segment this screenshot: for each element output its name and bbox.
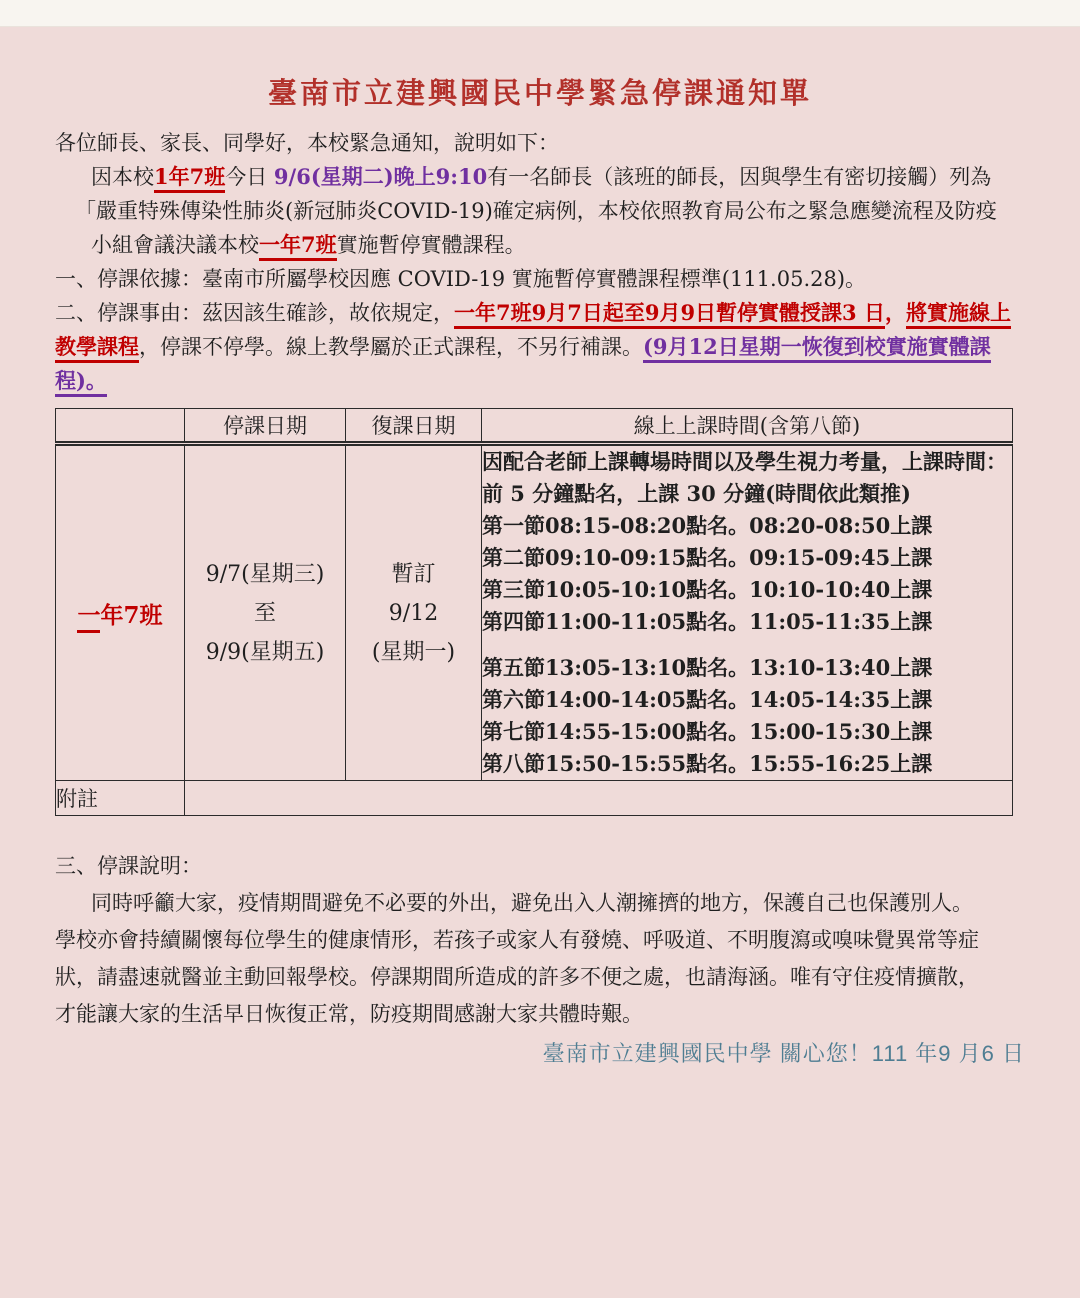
schedule-period-line: 第二節09:10-09:15點名。09:15-09:45上課 xyxy=(482,545,933,570)
note-value-cell xyxy=(185,781,1013,816)
text-segment: 一年7班9月7日起至9月9日暫停實體授課3 日 xyxy=(454,300,885,329)
header-class xyxy=(56,409,185,444)
item2-cause-line-3 xyxy=(55,364,1025,398)
item3-line-2: 學校亦會持續關懷每位學生的健康情形，若孩子或家人有發燒、呼吸道、不明腹瀉或嗅味覺異常等症 xyxy=(55,928,979,952)
table-body xyxy=(56,444,1013,816)
text-segment: 因本校 xyxy=(91,165,154,189)
table-header xyxy=(56,409,1013,444)
schedule-period-line: 第四節11:00-11:05點名。11:05-11:35上課 xyxy=(482,609,933,634)
resume-date-line: 暫訂 xyxy=(391,561,436,587)
header-online-class-time: 線上上課時間(含第八節) xyxy=(482,409,1013,444)
text-segment: 將實施線上 xyxy=(906,300,1011,329)
table-row xyxy=(56,444,1013,781)
text-segment: 小組會議決議本校 xyxy=(91,233,259,257)
page-title: 臺南市立建興國民中學緊急停課通知單 xyxy=(267,76,812,110)
resume-date-cell xyxy=(346,444,482,781)
text-segment: 教學課程 xyxy=(55,334,139,363)
text-segment: 年7班 xyxy=(100,601,163,629)
table-header-row xyxy=(56,409,1013,444)
text-segment: ，停課不停學。線上教學屬於正式課程，不另行補課。 xyxy=(139,335,643,359)
text-segment: 1年7班 xyxy=(154,164,225,193)
text-segment: 「嚴重特殊傳染性肺炎(新冠肺炎COVID-19)確定病例，本校依照教育局公布之緊急應變流程及防疫 xyxy=(75,199,997,223)
text-segment: 二、停課事由：茲因該生確診，故依規定， xyxy=(55,301,454,325)
schedule-period-line: 第六節14:00-14:05點名。14:05-14:35上課 xyxy=(482,687,933,712)
notice-page xyxy=(0,27,1080,1068)
schedule-gap xyxy=(482,638,1012,652)
text-segment: (9月12日星期一恢復到校實施實體課 xyxy=(643,334,991,363)
schedule-period-line: 第三節10:05-10:10點名。10:10-10:40上課 xyxy=(482,577,933,602)
text-segment: 今日 xyxy=(225,165,274,189)
stop-date-line: 9/9(星期五) xyxy=(205,639,325,665)
online-schedule-cell xyxy=(482,444,1013,781)
text-segment: 一、停課依據：臺南市所屬學校因應 COVID-19 實施暫停實體課程標準(111.05.28)。 xyxy=(55,267,867,291)
text-segment: 一 xyxy=(77,602,100,633)
item2-cause-line-1 xyxy=(55,296,1025,330)
reason-line-3 xyxy=(55,228,1025,262)
schedule-afternoon-periods xyxy=(482,652,1012,780)
header-stop-date: 停課日期 xyxy=(185,409,346,444)
suspension-schedule-table xyxy=(55,408,1013,816)
item3-line-3: 狀，請盡速就醫並主動回報學校。停課期間所造成的許多不便之處，也請海涵。唯有守住疫情擴散， xyxy=(55,965,979,989)
item2-cause-line-2 xyxy=(55,330,1025,364)
resume-date-line: (星期一) xyxy=(371,639,456,665)
item3-line-1: 同時呼籲大家，疫情期間避免不必要的外出，避免出入人潮擁擠的地方，保護自己也保護別人。 xyxy=(91,891,973,915)
class-name-cell xyxy=(56,444,185,781)
stop-date-line: 至 xyxy=(253,600,276,626)
schedule-period-line: 第五節13:05-13:10點名。13:10-13:40上課 xyxy=(482,655,933,680)
schedule-intro-text: 因配合老師上課轉場時間以及學生視力考量，上課時間：前 5 分鐘點名，上課 30 分鐘(時間依此類推) xyxy=(482,449,1007,506)
stop-date-cell xyxy=(185,444,346,781)
text-segment: 程)。 xyxy=(55,368,107,397)
schedule-period-line: 第七節14:55-15:00點名。15:00-15:30上課 xyxy=(482,719,933,744)
text-segment: 各位師長、家長、同學好，本校緊急通知，說明如下： xyxy=(55,131,559,155)
text-segment: 9/6(星期二)晚上9:10 xyxy=(273,164,488,189)
item3-line-4: 才能讓大家的生活早日恢復正常，防疫期間感謝大家共體時艱。 xyxy=(55,1002,643,1026)
reason-line-1 xyxy=(55,160,1025,194)
text-segment: ， xyxy=(884,300,906,325)
schedule-morning-periods xyxy=(482,510,1012,638)
note-row xyxy=(56,781,1013,816)
signature-line: 臺南市立建興國民中學 關心您！111 年9 月6 日 xyxy=(542,1041,1025,1066)
text-segment: 實施暫停實體課程。 xyxy=(336,233,526,257)
header-resume-date: 復課日期 xyxy=(346,409,482,444)
text-segment: 有一名師長（該班的師長，因與學生有密切接觸）列為 xyxy=(487,165,992,189)
item3-heading: 三、停課說明： xyxy=(55,854,202,878)
text-segment: 一年7班 xyxy=(259,232,337,261)
scan-edge-strip xyxy=(0,0,1080,27)
item1-basis-line xyxy=(55,262,1025,296)
note-label-cell: 附註 xyxy=(56,781,185,816)
resume-date-line: 9/12 xyxy=(388,600,439,626)
reason-line-2 xyxy=(55,194,1025,228)
stop-date-line: 9/7(星期三) xyxy=(205,561,325,587)
schedule-period-line: 第一節08:15-08:20點名。08:20-08:50上課 xyxy=(482,513,933,538)
greeting-line xyxy=(55,126,1025,160)
schedule-period-line: 第八節15:50-15:55點名。15:55-16:25上課 xyxy=(482,751,933,776)
